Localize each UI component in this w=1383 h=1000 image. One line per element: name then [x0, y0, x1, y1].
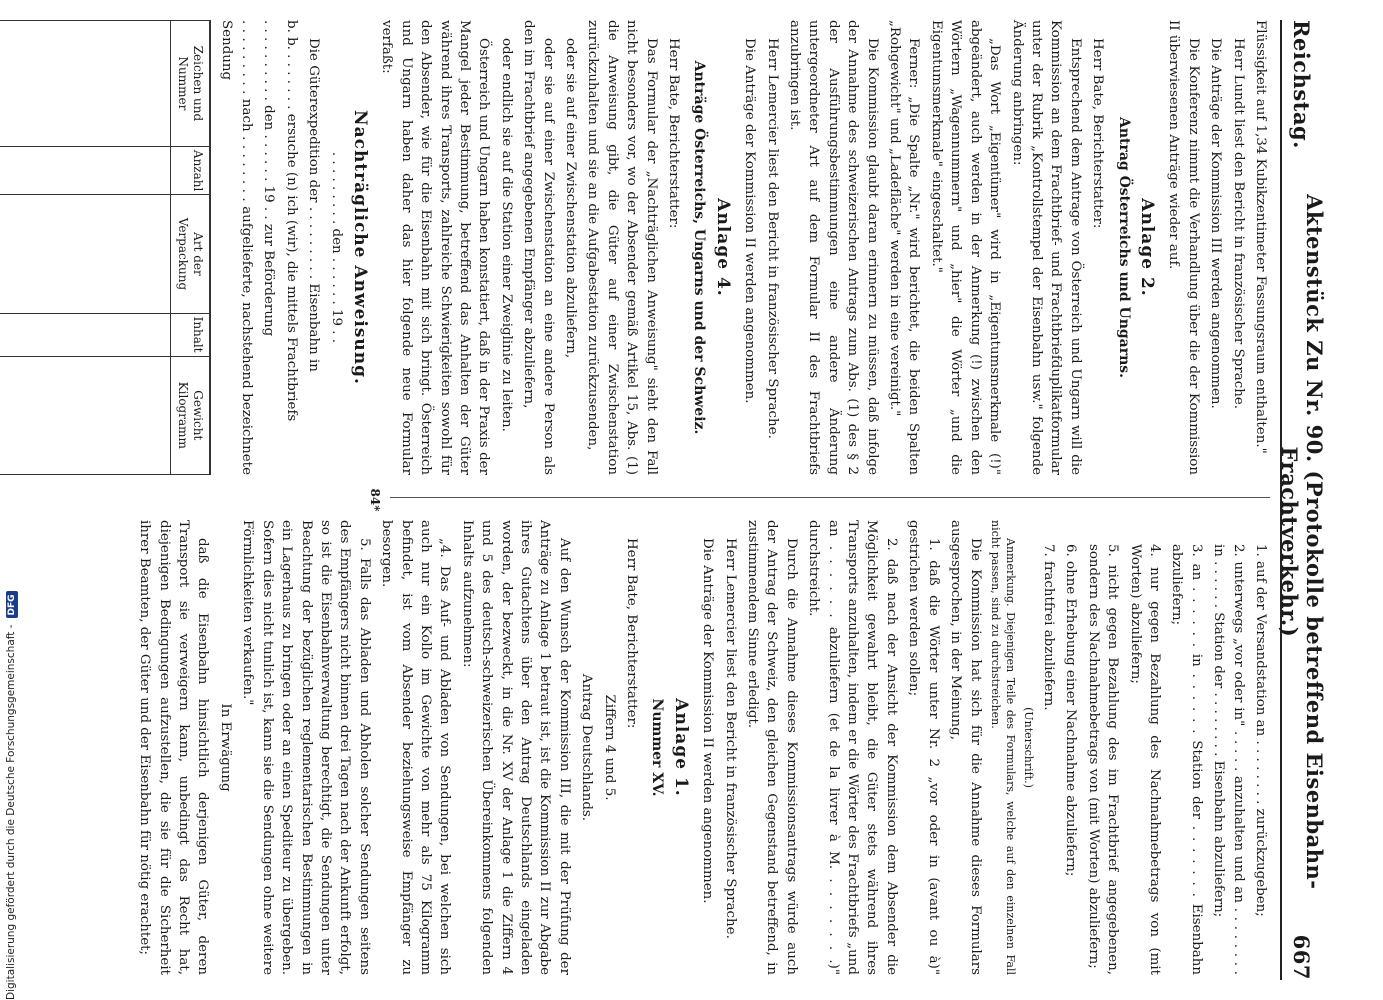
list-item: 6. ohne Erhebung einer Nachnahme abzuliefern;	[1063, 544, 1079, 877]
page-header	[1277, 20, 1327, 980]
table-cell	[0, 21, 171, 147]
header-left: Reichstag.	[1289, 20, 1315, 149]
form-line: Die Güterexpedition der . . . . . . . . . Eisenbahn in	[306, 38, 322, 372]
paragraph: Auf den Wunsch der Kommission III, die mit der Prüfung der Anträge zu Anlage 1 betraut ist, ist die Kommission II zur Abgabe ihres Gutachtens über den Antrag Deutschlands eingeladen worden, der bezweckt, in die Nr. XV der Anlage 1 die Ziffern 4 und 5 des deutsch-schweizerischen Übereinkommens folgenden Inhalts aufzunehmen:	[459, 520, 572, 975]
table-cell	[0, 356, 171, 474]
reporter-line: Herr Bate, Berichterstatter:	[666, 38, 682, 229]
paragraph: 2. daß nach der Ansicht der Kommission dem Absender die Möglichkeit gewahrt bleibt, die Güter stets während ihres Transports anzuhalten, indem er die Wörter des Frachtbriefs „und an . . . . . . abzuliefern (et de la livrer à M. . . . . . . .)" durchstreicht.	[806, 520, 899, 975]
paragraph: Ferner: „Die Spalte „Nr." wird berichtet, die beiden Spalten „Rohgewicht" und „Ladefläche" werden in eine vereinigt."	[887, 20, 922, 475]
digitization-credit	[0, 594, 22, 1000]
paragraph: Herr Lundt liest den Bericht in französischer Sprache.	[1230, 38, 1246, 410]
form-title: Nachträgliche Anweisung.	[349, 110, 370, 385]
footnote: Anmerkung. Diejenigen Teile des Formulars, welche auf den einzelnen Fall nicht passen, sind zu durchstreichen.	[988, 520, 1017, 975]
paragraph: Entsprechend dem Antrage von Österreich und Ungarn will die Kommission an dem Frachtbrief- und Frachtbriefduplikatformular unter der Rubrik „Kontrollstempel der Eisenbahn usw." folgende Änderung anbringen:	[1009, 20, 1083, 475]
section-subheading: Nummer XV.	[649, 698, 666, 797]
paragraph: „Das Wort „Eigentümer" wird in „Eigentumsmerkmale (!)" abgeändert, auch werden in der Anmerkung (!) zwischen den Wörtern „Wagennummern" und „hier" die Wörter „und die Eigentumsmerkmale" eingeschaltet."	[928, 20, 1003, 475]
form-line: b. b. . . . . . . . ersuche (n) ich (wir), die mittels Frachtbriefs	[283, 20, 299, 422]
footer-page-mark: 84*	[368, 488, 382, 512]
form-line: . . . . . . . . . . den . . . . . . 19 . . zur Beförderung	[261, 20, 277, 337]
list-item: 1. auf der Versandstation an . . . . . . . . zurückzugeben;	[1253, 544, 1268, 917]
form-date-line: . . . . . . . . . den . . . . . . 19 . .	[328, 151, 344, 344]
list-item: 7. frachtfrei abzuliefern.	[1040, 544, 1056, 711]
paragraph: daß die Eisenbahn hinsichtlich derjenigen Güter, deren Transport sie verweigern kann, unbedingt das Recht hat, diejenigen Bedingungen aufzustellen, die sie für die Sicherheit ihrer Beamten, der Güter und der Eisenbahn für nötig erachtet;	[137, 520, 211, 975]
header-center	[1277, 149, 1327, 935]
credit-text: Digitalisierung gefördert durch die Deutsche Forschungsgemeinschaft -	[5, 624, 17, 1000]
section-subheading: Antrag Österreichs und Ungarns.	[1115, 116, 1132, 379]
paragraph: Die Kommission glaubt daran erinnern zu müssen, daß infolge der Annahme des schweizerischen Antrags zum Abs. (1) des § 2 der Ausführungsbestimmungen eine andere Änderung untergeordneter Art auf dem Formular II des Frachtbriefs anzubringen ist.	[787, 20, 880, 475]
paragraph: oder endlich sie auf die Station einer Zweiglinie zu leiten.	[498, 38, 514, 432]
signature-line: (Unterschrift.)	[1021, 707, 1035, 788]
form-line: . . . . . . . . . nach . . . . . . . . aufgelieferte, nachstehend bezeichnete Sendung	[219, 20, 254, 475]
table-header: Anzahl	[171, 146, 211, 194]
list-item: 2. unterwegs „vor oder in" . . . . . anzuhalten und an . . . . . . . . in . . . . . . Station der . . . . . . . . Eisenbahn abzuliefern;	[1211, 544, 1246, 975]
table-header: Gewicht Kilogramm	[171, 356, 211, 474]
paragraph: Flüssigkeit auf 1,34 Kubikzentimeter Fassungsraum enthalten."	[1253, 20, 1268, 454]
paragraph: Die Kommission hat sich für die Annahme dieses Formulars ausgesprochen, in der Meinung,	[948, 520, 983, 975]
table-row	[0, 21, 171, 475]
table-cell	[0, 146, 171, 194]
subheading-ziffern: Ziffern 4 und 5.	[601, 694, 617, 801]
paragraph: Herr Lemercier liest den Bericht in französischer Sprache.	[722, 538, 738, 939]
subheading-antrag: Antrag Deutschlands.	[579, 673, 595, 822]
page-number: 667	[1289, 934, 1315, 980]
table-header-row	[171, 21, 211, 475]
table-header: Inhalt	[171, 313, 211, 356]
right-column	[132, 520, 1270, 975]
paragraph: Das Formular der „Nachträglichen Anweisung" sieht den Fall nicht besonders vor, wo der Absender gemäß Artikel 15, Abs. (1) die Anweisung gibt, die Güter auf einer Zwischenstation zurückzuhalten und sie an die Aufgabestation zurückzusenden,	[585, 20, 659, 475]
section-subheading: Anträge Österreichs, Ungarns und der Schweiz.	[691, 60, 708, 435]
section-heading-anlage-4: Anlage 4.	[712, 198, 733, 297]
paragraph: Die Konferenz nimmt die Verhandlung über die der Kommission II überwiesenen Anträge wieder auf.	[1166, 20, 1201, 475]
paragraph: Die Anträge der Kommission II werden angenommen.	[700, 538, 716, 904]
column-divider	[390, 497, 1270, 498]
table-cell	[0, 313, 171, 356]
paragraph: Die Anträge der Kommission II werden angenommen.	[742, 38, 758, 404]
paragraph: Österreich und Ungarn haben konstatiert, daß in der Praxis der Mangel jeder Bestimmung, betreffend das Anhalten der Güter während ihres Transports, zahlreiche Schwierigkeiten sowohl für den Absender, wie für die Eisenbahn mit sich bringt. Österreich und Ungarn haben daher das hier folgende neue Formular verfaßt:	[379, 20, 492, 475]
section-heading-anlage-2: Anlage 2.	[1136, 198, 1157, 297]
header-subtitle: (Protokolle betreffend Eisenbahn-Frachtverkehr.)	[1277, 446, 1327, 890]
credit-text-wrap	[5, 591, 18, 1000]
table-cell	[0, 195, 171, 313]
dfg-logo: DFG	[6, 591, 18, 618]
list-item: 5. nicht gegen Bezahlung des im Frachtbrief angegebenen, sondern des Nachnahmebetrags von (mit Worten) abzuliefern;	[1085, 544, 1121, 975]
paragraph: Durch die Annahme dieses Kommissionsantrags würde auch der Antrag der Schweiz, den gleichen Gegenstand betreffend, in zustimmendem Sinne erledigt.	[745, 520, 799, 975]
paragraph: In Erwägung	[217, 703, 233, 792]
section-heading-anlage-1: Anlage 1.	[670, 698, 691, 797]
consignment-table	[0, 20, 211, 475]
reporter-line: Herr Bate, Berichterstatter:	[1090, 38, 1106, 229]
table-header: Zeichen und Nummer	[171, 21, 211, 147]
table-header: Art der Verpackung	[171, 195, 211, 313]
header-title: Aktenstück Zu Nr. 90.	[1302, 194, 1327, 463]
paragraph: oder sie auf einer Zwischenstation an eine andere Person als den im Frachtbrief angegebenen Empfänger abzuliefern,	[521, 20, 556, 475]
paragraph: Die Anträge der Kommission III werden angenommen.	[1208, 38, 1224, 409]
paragraph: Herr Lemercier liest den Bericht in französischer Sprache.	[764, 38, 780, 439]
paragraph: oder sie auf einer Zwischenstation abzuliefern,	[563, 38, 578, 359]
list-item: 4. nur gegen Bezahlung des Nachnahmebetrags von (mit Worten) abzuliefern;	[1127, 544, 1162, 975]
left-column	[0, 20, 1270, 475]
list-item: 3. an . . . . . . in . . . . . . Station der . . . . . . . Eisenbahn abzuliefern;	[1169, 544, 1204, 975]
paragraph: 1. daß die Wörter unter Nr. 2 „vor oder in (avant ou à)" gestrichen werden sollen;	[906, 520, 941, 975]
reporter-line: Herr Bate, Berichterstatter:	[624, 538, 640, 729]
paragraph: 5. Falls das Abladen und Abholen solcher Sendungen seitens des Empfängers nicht binnen drei Tagen nach der Ankunft erfolgt, so ist die Eisenbahnverwaltung berechtigt, die Sendungen unter Beachtung der bezüglichen reglementarischen Bestimmungen in ein Lagerhaus zu bringen oder an einen Spediteur zu übergeben. Sofern dies nicht tunlich ist, kann sie die Sendungen ohne weitere Förmlichkeiten verkaufen."	[240, 520, 372, 975]
paragraph: „4. Das Auf- und Abladen von Sendungen, bei welchen sich auch nur ein Kollo im Gewichte von mehr als 75 Kilogramm befindet, ist vom Absender beziehungsweise Empfänger zu besorgen.	[379, 520, 453, 975]
